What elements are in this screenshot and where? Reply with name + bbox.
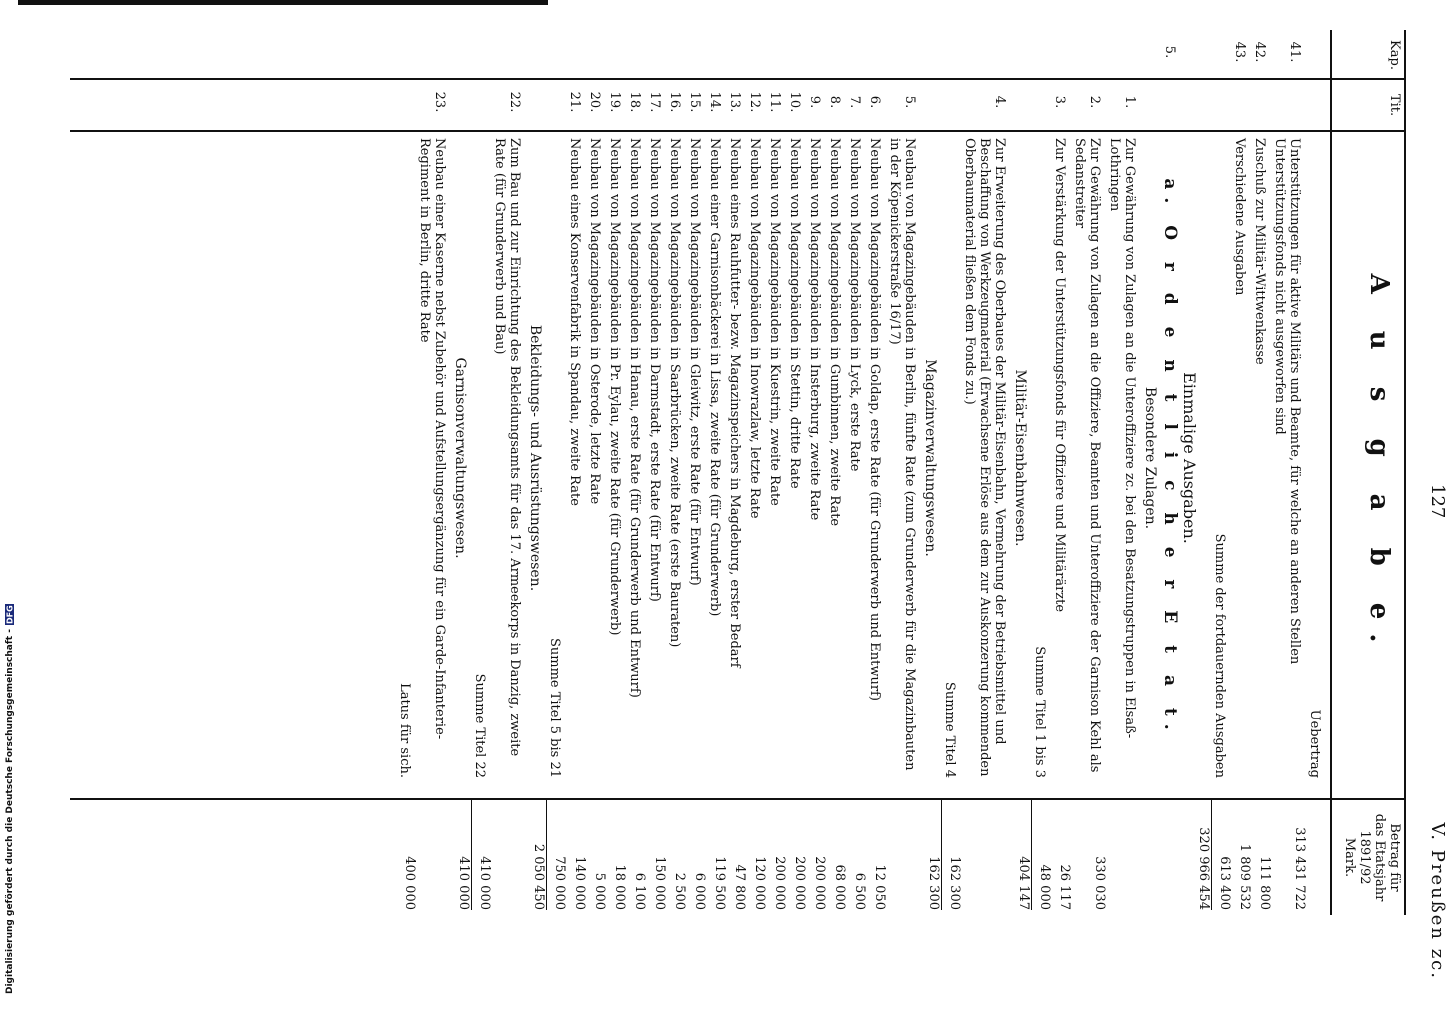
item-text: Neubau von Magazingebäuden in Gumbinnen, zweite Rate <box>827 138 842 527</box>
table-row <box>1092 30 1137 915</box>
dfg-logo: DFG <box>5 605 15 625</box>
item-text: Zur Gewährung von Zulagen an die Offiziere, Beamten und Unteroffiziere der Garnison Kehl als Sedanstreiter <box>1072 138 1102 773</box>
titel-number: 16. <box>667 91 682 113</box>
table-row <box>1160 30 1180 915</box>
table-row <box>452 30 467 915</box>
amount: 162 300 <box>926 800 942 910</box>
amount: 5 000 <box>592 872 607 910</box>
sum-label: Summe Titel 1 bis 3 <box>1032 646 1047 778</box>
item-text: Neubau von Magazingebäuden in Stettin, dritte Rate <box>787 138 802 489</box>
amount: 400 000 <box>402 856 417 910</box>
titel-number: 6. <box>867 95 882 109</box>
titel-number: 12. <box>747 91 762 113</box>
amount: 120 000 <box>752 856 767 910</box>
titel-number: 20. <box>587 91 602 113</box>
amount: 2 050 450 <box>531 800 547 910</box>
amount: 1 809 532 <box>1237 843 1252 910</box>
titel-number: 3. <box>1052 95 1067 109</box>
amount: 111 800 <box>1257 856 1272 910</box>
amount: 6 000 <box>692 872 707 910</box>
titel-number: 2. <box>1087 95 1102 109</box>
amount: 330 030 <box>1092 856 1107 910</box>
amount: 162 300 <box>947 856 962 910</box>
amount: 410 000 <box>477 856 492 910</box>
col-header-betrag <box>1342 800 1402 915</box>
budget-table <box>392 30 1322 915</box>
table-row <box>397 30 412 915</box>
item-text: Unterstützungen für aktive Militärs und Beamte, für welche an anderen Stellen Unterstützungsfonds nicht ausgeworfen sind <box>1272 138 1302 665</box>
col-header-betrag-line: Mark. <box>1342 837 1357 878</box>
item-text: Zur Gewährung von Zulagen an die Unteroffiziere zc. bei den Besatzungstruppen in Elsaß-Lothringen <box>1107 138 1137 739</box>
amount: 68 000 <box>832 864 847 910</box>
table-row <box>527 30 542 915</box>
item-text: Neubau von Magazingebäuden in Inowrazlaw, letzte Rate <box>747 138 762 519</box>
item-text: Neubau von Magazingebäuden in Goldap, erste Rate (für Grunderwerb und Entwurf) <box>867 138 882 701</box>
item-text: Neubau von Magazingebäuden in Saarbrücken, zweite Rate (erste Bauraten) <box>667 138 682 648</box>
item-text: Zur Erweiterung des Oberbaues der Militär-Eisenbahn, Vermehrung der Betriebsmittel und Beschaffung von Werkzeugmaterial (Erwachsene Erlöse aus dem zur Auskonzerung kommenden Oberbaumaterial fließen dem Fonds zu.) <box>962 138 1007 777</box>
titel-number: 14. <box>707 91 722 113</box>
sum-label: Summe Titel 4 <box>942 681 957 778</box>
amount: 750 000 <box>552 856 567 910</box>
amount: 12 050 <box>872 864 887 910</box>
section-heading: Garnisonverwaltungswesen. <box>452 357 468 559</box>
item-text: Neubau von Magazingebäuden in Lyck, erste Rate <box>847 138 862 472</box>
table-row <box>1182 30 1197 915</box>
titel-number: 9. <box>807 95 822 109</box>
table-row <box>1142 30 1157 915</box>
kapitel-number: 41. <box>1287 41 1302 63</box>
titel-number: 10. <box>787 91 802 113</box>
titel-number: 19. <box>607 91 622 113</box>
titel-number: 1. <box>1122 95 1137 109</box>
amount: 613 400 <box>1217 856 1232 910</box>
titel-number: 4. <box>992 95 1007 109</box>
titel-number: 8. <box>827 95 842 109</box>
titel-number: 18. <box>627 91 642 113</box>
rotated-page <box>70 30 1448 1010</box>
sum-label: Summe Titel 5 bis 21 <box>547 637 562 778</box>
amount: 48 000 <box>1037 864 1052 910</box>
table-row <box>1012 30 1027 915</box>
item-text: Verschiedene Ausgaben <box>1232 138 1247 296</box>
section-heading: Militär-Eisenbahnwesen. <box>1012 369 1028 547</box>
amount: 150 000 <box>652 856 667 910</box>
item-text: Neubau von Magazingebäuden in Insterburg, zweite Rate <box>807 138 822 521</box>
item-text: Neubau eines Konservenfabrik in Spandau, zweite Rate <box>567 138 582 506</box>
amount: 313 431 722 <box>1292 827 1307 910</box>
section-heading: Bekleidungs- und Ausrüstungswesen. <box>527 324 543 592</box>
amount: 119 500 <box>712 856 727 910</box>
sum-label: Summe Titel 22 <box>472 673 487 778</box>
col-header-betrag-line: 1891/92 <box>1357 830 1372 885</box>
amount: 320 966 454 <box>1196 800 1212 910</box>
table-row <box>1196 30 1227 915</box>
amount: 200 000 <box>772 856 787 910</box>
amount: 404 147 <box>1016 800 1032 910</box>
titel-number: 11. <box>767 91 782 113</box>
col-header-betrag-line: das Etatsjahr <box>1372 813 1387 902</box>
item-text: Neubau von Magazingebäuden in Hanau, erste Rate (für Grunderwerb und Entwurf) <box>627 138 642 698</box>
item-text: Neubau einer Kaserne nebst Zubehör und Aufstellungsergänzung für ein Garde-Infanterie-Regiment in Berlin, dritte Rate <box>417 138 447 740</box>
item-text: Neubau von Magazingebäuden in Kuestrin, zweite Rate <box>767 138 782 506</box>
amount: 6 500 <box>852 872 867 910</box>
sum-label: Latus für sich. <box>397 683 412 778</box>
page-title: A u s g a b e. <box>1364 273 1394 657</box>
sum-label: Uebertrag <box>1307 709 1322 778</box>
section-heading: Einmalige Ausgaben. <box>1180 372 1199 544</box>
titel-number: 7. <box>847 95 862 109</box>
running-head-title: V. Preußen zc. <box>1427 822 1448 980</box>
dfg-credit-text: Digitalisierung gefördert durch die Deutsche Forschungsgemeinschaft - <box>5 629 15 994</box>
titel-number: 22. <box>507 91 522 113</box>
scan-edge-bar <box>18 0 548 5</box>
amount: 140 000 <box>572 856 587 910</box>
sum-label: Summe der fortdauernden Ausgaben <box>1212 533 1227 778</box>
amount: 200 000 <box>812 856 827 910</box>
item-text: Zuschuß zur Militär-Wittwenkasse <box>1252 138 1267 365</box>
section-heading: Besondere Zulagen. <box>1142 386 1158 530</box>
item-text: Neubau von Magazingebäuden in Darmstadt, erste Rate (für Entwurf) <box>647 138 662 602</box>
amount: 6 100 <box>632 872 647 910</box>
section-heading: Magazinverwaltungswesen. <box>922 359 938 557</box>
titel-number: 23. <box>432 91 447 113</box>
kapitel-number: 43. <box>1232 41 1247 63</box>
item-text: Neubau einer Garnisonbäckerei in Lissa, zweite Rate (für Grunderwerb) <box>707 138 722 617</box>
item-text: Neubau von Magazingebäuden in Osterode, letzte Rate <box>587 138 602 505</box>
col-header-titel: Tit. <box>1387 93 1402 117</box>
amount: 18 000 <box>612 864 627 910</box>
item-text: Zum Bau und zur Einrichtung des Bekleidungsamts für das 17. Armeekorps in Danzig, zweite Rate (für Grunderwerb und Bau) <box>492 138 522 757</box>
titel-number: 5. <box>902 95 917 109</box>
col-header-kap: Kap. <box>1387 40 1402 70</box>
section-heading: a. O r d e n t l i c h e r E t a t. <box>1160 178 1180 738</box>
titel-number: 15. <box>687 91 702 113</box>
page-number: 127 <box>1427 484 1448 519</box>
running-head <box>1410 30 1448 1010</box>
amount: 410 000 <box>456 800 472 910</box>
kapitel-number: 42. <box>1252 41 1267 63</box>
item-text: Zur Verstärkung der Unterstützungsfonds für Offiziere und Militärärzte <box>1052 138 1067 613</box>
item-text: Neubau von Magazingebäuden in Berlin, fünfte Rate (zum Grunderwerb für die Magazinbauten in der Köpenickerstraße 16/17) <box>887 138 917 771</box>
header-rule <box>1404 30 1406 915</box>
item-text: Neubau von Magazingebäuden in Gleiwitz, erste Rate (für Entwurf) <box>687 138 702 586</box>
col-header-betrag-line: Betrag für <box>1387 823 1402 892</box>
item-text: Neubau eines Rauhfutter- bezw. Magazinspeichers in Magdeburg, erster Bedarf <box>727 138 742 668</box>
column-header-rule <box>1330 30 1332 915</box>
titel-number: 21. <box>567 91 582 113</box>
amount: 2 500 <box>672 872 687 910</box>
amount: 26 117 <box>1057 864 1072 910</box>
titel-number: 17. <box>647 91 662 113</box>
amount: 200 000 <box>792 856 807 910</box>
item-text: Neubau von Magazingebäuden in Pr. Eylau, zweite Rate (für Grunderwerb) <box>607 138 622 636</box>
kapitel-number: 5. <box>1162 45 1177 59</box>
titel-number: 13. <box>727 91 742 113</box>
amount: 47 800 <box>732 864 747 910</box>
table-row <box>922 30 937 915</box>
dfg-credit <box>4 604 16 994</box>
